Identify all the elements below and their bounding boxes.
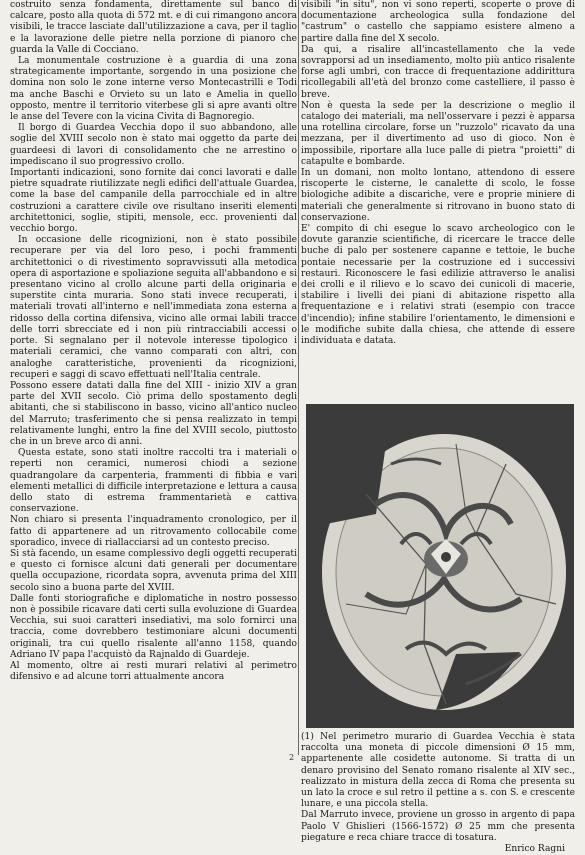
paragraph: visibili "in situ", non vi sono reperti, scoperte o prove di documentazione archeologica sulla fondazione del "castrum" o castello che sappiamo esistere almeno a partire dalla fine del X secolo. [301, 0, 575, 44]
paragraph: Questa estate, sono stati inoltre raccolti tra i materiali o reperti non ceramici, numerosi chiodi a sezione quadrangolare da carpenteria, frammenti di fibbia e vari elementi metallici di difficile interpretazione e lettura a causa dello stato di estrema frammentarietà e cattiva conservazione. [10, 448, 297, 515]
paragraph: Si stà facendo, un esame complessivo degli oggetti recuperati e questo ci fornisce alcuni dati generali per documentare quella occupazione, ricordata sopra, avvenuta prima del XIII secolo sino a buona parte del XVIII. [10, 548, 297, 593]
paragraph: Possono essere datati dalla fine del XIII - inizio XIV a gran parte del XVII secolo. Ciò prima dello spostamento degli abitanti, che si stabiliscono in basso, vicino all'antico nucleo del Marruto; trasferimento che si pensa realizzato in tempi relativamente lunghi, entro la fine del XVIII secolo, piuttosto che in un breve arco di anni. [10, 380, 297, 447]
paragraph: La monumentale costruzione è a guardia di una zona strategicamente importante, sorgendo in una posizione che domina non solo le zone interne verso Montecastrilli e Todi ma anche Baschi e Orvieto su un lato e Amelia in quello opposto, mentre il territorio viterbese gli si apre avanti oltre le anse del Tevere con la vicina Civita di Bagnoregio. [10, 56, 297, 123]
paragraph: Al momento, oltre ai resti murari relativi al perimetro difensivo e ad alcune torri attualmente ancora [10, 660, 297, 683]
author-signature: Enrico Ragni [504, 844, 565, 855]
ceramic-plate-photo [306, 404, 574, 728]
paragraph: Il borgo di Guardea Vecchia dopo il suo abbandono, alle soglie del XVIII secolo non è stato mai oggetto da parte dei guardeesi di lavori di consolidamento che ne arrestino o impediscano il suo progressivo crollo. [10, 123, 297, 167]
paragraph: Non chiaro si presenta l'inquadramento cronologico, per il fatto di appartenere ad un ritrovamento collocabile come sporadico, invece di riallacciarsi ad un contesto preciso. [10, 515, 297, 548]
ceramic-plate-illustration [306, 404, 574, 728]
page-number: 2 [289, 753, 295, 762]
paragraph: Da qui, a risalire all'incastellamento che la vede sovrapporsi ad un insediamento, molto più antico risalente forse agli umbri, con tracce di frequentazione addirittura ricollegabili all'età del bronzo come castelliere, il passo è breve. [301, 44, 575, 100]
paragraph: Importanti indicazioni, sono fornite dai conci lavorati e dalle pietre squadrate riutilizzate negli edifici dell'attuale Guardea, come la base del campanile della parrocchiale ed in altre costruzioni a carattere civile ove risultano inseriti elementi architettonici, soglie, stipiti, mensole, ecc. provenienti dal vecchio borgo. [10, 168, 297, 235]
paragraph: In un domani, non molto lontano, attendono di essere riscoperte le cisterne, le canalette di scolo, le fosse biologiche adibite a discariche, vere e proprie miniere di materiali che generalmente si ritrovano in buono stato di conservazione. [301, 168, 575, 223]
paragraph: E' compito di chi esegue lo scavo archeologico con le dovute garanzie scientifiche, di ricercare le tracce delle buche di palo per sostenere capanne e tettoie, le buche pontaie necessarie per la costruzione ed i successivi restauri. Riconoscere le fasi edilizie attraverso le analisi dei crolli e il rilievo e lo scavo dei cunicoli di macerie, stabilire i livelli dei piani di abitazione rispetto alla frequentazione e i relativi strati (esempio con tracce d'incendio); infine stabilire l'orientamento, le dimensioni e le modifiche subite dalla chiesa, che attende di essere individuata e datata. [301, 224, 575, 347]
right-column [301, 0, 575, 347]
paragraph: Dalle fonti storiografiche e diplomatiche in nostro possesso non è possibile ricavare dati certi sulla evoluzione di Guardea Vecchia, sui suoi caratteri insediativi, ma solo fornirci una traccia, come dovrebbero testimoniare alcuni documenti originali, tra cui quello risalente all'anno 1158, quando Adriano IV papa l'acquistò da Rajnaldo di Guardeje. [10, 593, 297, 660]
paragraph: Non è questa la sede per la descrizione o meglio il catalogo dei materiali, ma nell'osservare i pezzi è apparsa una rotellina circolare, forse un "ruzzolo" ricavato da una mezzana, per il divertimento ad uso di gioco. Non è impossibile, riportare alla luce palle di pietra "proietti" di catapulte e bombarde. [301, 100, 575, 167]
paragraph: costruito senza fondamenta, direttamente sul banco di calcare, posto alla quota di 572 mt. e di cui rimangono ancora visibili, le tracce lasciate dall'utilizzazione a cava, per il taglio e la lavorazione delle pietre nella porzione di pianoro che guarda la Valle di Cocciano. [10, 0, 297, 55]
caption-paragraph: Dal Marruto invece, proviene un grosso in argento di papa Paolo V Ghislieri (1566-1572) Ø 25 mm che presenta piegature e reca chiare tracce di tosatura. [301, 810, 575, 843]
left-column [10, 0, 297, 683]
paragraph: In occasione delle ricognizioni, non è stato possibile recuperare per via del loro peso, i pochi frammenti architettonici o di rivestimento sopravvissuti alla metodica opera di asportazione e spoliazione seguita all'abbandono e si presentano vicino al crollo alcune parti della originaria e superstite cinta muraria. Sono stati invece recuperati, i materiali trovati all'interno e nell'immediata zona esterna a ridosso della cortina difensiva, vicino alle ormai labili tracce delle torri sbrecciate ed i non più rintracciabili accessi o porte. Si segnalano per il notevole interesse tipologico i materiali ceramici, che vanno comparati con altri, con analoghe caratteristiche, provenienti da ricognizioni, recuperi e saggi di scavo effettuati nell'Italia centrale. [10, 235, 297, 380]
photo-caption [301, 732, 575, 855]
caption-paragraph: (1) Nel perimetro murario di Guardea Vecchia è stata raccolta una moneta di piccole dimensioni Ø 15 mm, appartenente alle cosidette autonome. Si tratta di un denaro provisino del Senato romano risalente al XIV sec., realizzato in mistura della zecca di Roma che presenta su un lato la croce e sul retro il pettine a s. con S. e crescente lunare, e una piccola stella. [301, 732, 575, 810]
column-divider [298, 0, 299, 755]
